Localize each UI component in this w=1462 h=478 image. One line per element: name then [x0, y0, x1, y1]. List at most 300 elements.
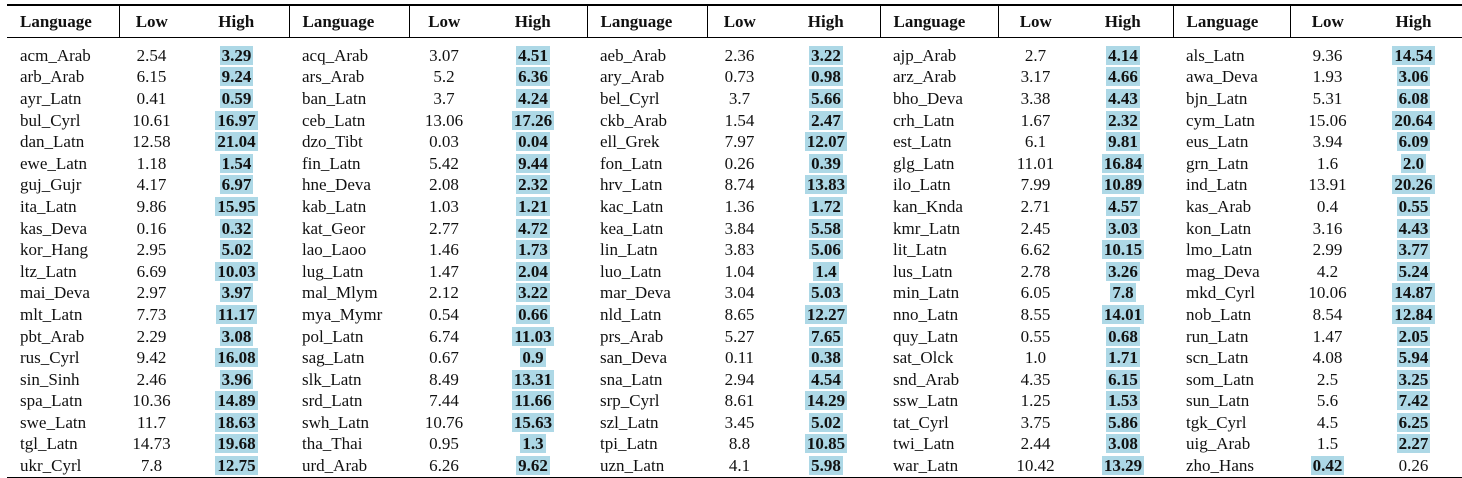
language-cell: pbt_Arab [20, 326, 85, 346]
language-cell: sun_Latn [1186, 391, 1250, 411]
high-score-cell [772, 196, 880, 218]
low-score-value: 2.99 [1312, 240, 1343, 260]
high-score-cell [1365, 38, 1462, 67]
high-score-value: 9.24 [221, 67, 252, 87]
high-score-cell [1365, 391, 1462, 413]
low-score-cell [707, 326, 772, 348]
low-score-value: 8.61 [724, 391, 755, 411]
high-score-value: 11.17 [217, 304, 256, 324]
table-row [7, 196, 1462, 218]
high-score-cell [1365, 412, 1462, 434]
high-score-cell [1365, 67, 1462, 89]
low-score-value: 4.35 [1020, 369, 1051, 389]
low-score-cell [409, 88, 479, 110]
high-score-value: 11.66 [514, 391, 552, 411]
low-score-value: 8.65 [724, 304, 755, 324]
low-score-cell [119, 67, 184, 89]
high-score-value: 5.66 [811, 88, 841, 108]
low-score-cell [409, 175, 479, 197]
high-score-cell [772, 347, 880, 369]
low-score-cell [409, 131, 479, 153]
language-cell: snd_Arab [893, 369, 960, 389]
low-score-cell [119, 175, 184, 197]
low-score-value: 6.1 [1024, 132, 1047, 152]
low-score-value: 0.4 [1316, 196, 1339, 216]
low-score-cell [998, 434, 1073, 456]
language-cell: ltz_Latn [20, 261, 77, 281]
high-score-cell [184, 391, 289, 413]
high-score-value: 14.54 [1394, 45, 1433, 65]
low-score-cell [119, 412, 184, 434]
low-score-cell [119, 196, 184, 218]
high-score-value: 3.26 [1108, 261, 1138, 281]
low-score-cell [1290, 455, 1365, 477]
low-score-value: 0.67 [429, 348, 459, 368]
high-score-cell [772, 153, 880, 175]
high-score-value: 13.29 [1103, 456, 1143, 476]
high-score-value: 4.72 [518, 218, 548, 238]
language-cell: acm_Arab [20, 45, 91, 65]
high-score-cell [1365, 110, 1462, 132]
high-score-value: 1.73 [518, 240, 548, 260]
low-score-value: 2.97 [136, 283, 167, 303]
table-row [7, 175, 1462, 197]
table-row [7, 88, 1462, 110]
low-score-cell [119, 218, 184, 240]
language-cell: srd_Latn [302, 391, 363, 411]
low-score-cell [707, 110, 772, 132]
high-score-cell [772, 369, 880, 391]
high-score-value: 3.08 [1108, 434, 1138, 454]
high-score-cell [184, 369, 289, 391]
high-score-value: 5.03 [811, 283, 841, 303]
table-row [7, 131, 1462, 153]
low-score-value: 1.6 [1316, 153, 1339, 173]
low-score-value: 2.94 [724, 369, 755, 389]
low-score-cell [1290, 261, 1365, 283]
high-score-cell [1073, 67, 1173, 89]
high-score-value: 7.65 [811, 326, 841, 346]
high-score-value: 4.51 [518, 45, 548, 65]
language-cell: ind_Latn [1186, 175, 1248, 195]
high-score-cell [1073, 110, 1173, 132]
language-cell: slk_Latn [302, 369, 362, 389]
high-score-cell [1073, 304, 1173, 326]
high-score-value: 10.89 [1103, 175, 1143, 195]
high-score-cell [1365, 261, 1462, 283]
high-score-cell [772, 304, 880, 326]
low-score-cell [1290, 88, 1365, 110]
high-score-value: 5.86 [1108, 412, 1138, 432]
high-score-cell [1365, 175, 1462, 197]
high-score-cell [1073, 131, 1173, 153]
low-score-value: 13.91 [1308, 175, 1347, 195]
high-score-cell [1073, 153, 1173, 175]
high-score-value: 4.54 [811, 369, 841, 389]
header-language: Language [20, 11, 92, 31]
high-score-value: 6.09 [1398, 132, 1429, 152]
language-cell: kas_Arab [1186, 196, 1252, 216]
low-score-cell [1290, 239, 1365, 261]
low-score-value: 8.54 [1312, 304, 1343, 324]
high-score-value: 5.94 [1398, 348, 1429, 368]
high-score-value: 9.81 [1108, 132, 1138, 152]
high-score-cell [772, 261, 880, 283]
language-cell: mal_Mlym [302, 283, 378, 303]
low-score-value: 3.94 [1312, 132, 1343, 152]
high-score-cell [1365, 283, 1462, 305]
low-score-value: 8.49 [429, 369, 459, 389]
high-score-cell [1073, 391, 1173, 413]
high-score-value: 4.43 [1398, 218, 1429, 238]
high-score-value: 12.84 [1394, 304, 1433, 324]
low-score-cell [998, 412, 1073, 434]
high-score-value: 5.06 [811, 240, 841, 260]
high-score-value: 0.9 [522, 348, 544, 368]
language-cell: kon_Latn [1186, 218, 1252, 238]
low-score-value: 0.95 [429, 434, 459, 454]
language-cell: acq_Arab [302, 45, 369, 65]
high-score-cell [184, 218, 289, 240]
low-score-cell [119, 455, 184, 477]
language-cell: glg_Latn [893, 153, 955, 173]
low-score-cell [409, 455, 479, 477]
high-score-cell [184, 412, 289, 434]
high-score-cell [1365, 347, 1462, 369]
low-score-cell [998, 110, 1073, 132]
high-score-value: 15.63 [513, 412, 553, 432]
high-score-value: 3.97 [221, 283, 252, 303]
language-cell: kan_Knda [893, 196, 963, 216]
high-score-cell [772, 326, 880, 348]
low-score-value: 0.26 [724, 153, 755, 173]
high-score-value: 6.25 [1398, 412, 1429, 432]
high-score-cell [479, 38, 587, 67]
low-score-value: 5.2 [433, 67, 455, 87]
high-score-cell [479, 196, 587, 218]
header-low: Low [409, 5, 479, 38]
high-score-cell [772, 88, 880, 110]
low-score-cell [707, 391, 772, 413]
language-cell: ita_Latn [20, 196, 77, 216]
low-score-cell [1290, 110, 1365, 132]
low-score-value: 3.04 [724, 283, 755, 303]
low-score-value: 4.1 [728, 456, 751, 476]
language-cell: kac_Latn [600, 196, 664, 216]
low-score-cell [1290, 175, 1365, 197]
language-cell: uzn_Latn [600, 456, 665, 476]
high-score-value: 7.42 [1398, 391, 1429, 411]
language-cell: bjn_Latn [1186, 88, 1248, 108]
high-score-value: 9.44 [518, 153, 548, 173]
low-score-cell [409, 67, 479, 89]
table-row [7, 347, 1462, 369]
header-low: Low [119, 5, 184, 38]
low-score-value: 5.6 [1316, 391, 1339, 411]
language-cell: tpi_Latn [600, 434, 658, 454]
low-score-cell [998, 88, 1073, 110]
low-score-value: 6.15 [136, 67, 167, 87]
high-score-cell [1365, 88, 1462, 110]
low-score-cell [707, 283, 772, 305]
high-score-value: 0.66 [518, 304, 548, 324]
high-score-value: 6.15 [1108, 369, 1138, 389]
header-language: Language [587, 5, 707, 38]
language-cell: san_Deva [600, 348, 668, 368]
high-score-cell [772, 67, 880, 89]
high-score-value: 0.26 [1398, 456, 1429, 476]
low-score-cell [998, 283, 1073, 305]
low-score-value: 2.7 [1024, 45, 1047, 65]
low-score-value: 15.06 [1308, 110, 1347, 130]
low-score-cell [998, 196, 1073, 218]
low-score-cell [119, 153, 184, 175]
high-score-value: 0.04 [518, 132, 548, 152]
low-score-value: 3.83 [724, 240, 755, 260]
language-cell: dan_Latn [20, 132, 85, 152]
high-score-value: 0.59 [221, 88, 252, 108]
low-score-value: 8.74 [724, 175, 755, 195]
results-table [7, 4, 1462, 478]
language-cell: kas_Deva [20, 218, 88, 238]
low-score-value: 1.46 [429, 240, 459, 260]
high-score-cell [772, 412, 880, 434]
header-high: High [1104, 11, 1141, 31]
high-score-value: 3.25 [1398, 369, 1429, 389]
low-score-value: 0.54 [429, 304, 459, 324]
low-score-value: 0.03 [429, 132, 459, 152]
low-score-cell [409, 304, 479, 326]
low-score-value: 0.42 [1312, 456, 1343, 476]
low-score-value: 4.5 [1316, 412, 1339, 432]
high-score-value: 1.53 [1108, 391, 1138, 411]
high-score-cell [184, 175, 289, 197]
high-score-value: 15.95 [217, 196, 256, 216]
language-cell: mlt_Latn [20, 304, 83, 324]
high-score-value: 4.24 [518, 88, 548, 108]
low-score-cell [409, 283, 479, 305]
high-score-value: 4.43 [1108, 88, 1138, 108]
low-score-value: 3.07 [429, 45, 459, 65]
low-score-value: 6.05 [1020, 283, 1051, 303]
language-cell: mkd_Cyrl [1186, 283, 1255, 303]
high-score-value: 6.97 [221, 175, 252, 195]
low-score-value: 13.06 [424, 110, 464, 130]
high-score-cell [184, 153, 289, 175]
high-score-cell [1073, 412, 1173, 434]
high-score-cell [184, 110, 289, 132]
language-cell: luo_Latn [600, 261, 662, 281]
low-score-value: 2.71 [1020, 196, 1051, 216]
high-score-cell [184, 304, 289, 326]
language-cell: rus_Cyrl [20, 348, 80, 368]
high-score-cell [184, 67, 289, 89]
low-score-value: 3.75 [1020, 412, 1051, 432]
low-score-cell [707, 131, 772, 153]
language-cell: run_Latn [1186, 326, 1249, 346]
low-score-value: 4.08 [1312, 348, 1343, 368]
high-score-value: 0.39 [811, 153, 841, 173]
high-score-cell [184, 196, 289, 218]
high-score-value: 0.55 [1398, 196, 1429, 216]
header-high: High [807, 11, 844, 31]
table-row [7, 153, 1462, 175]
high-score-value: 21.04 [217, 132, 256, 152]
high-score-value: 2.04 [518, 261, 548, 281]
high-score-value: 5.02 [221, 240, 252, 260]
language-cell: kea_Latn [600, 218, 664, 238]
high-score-cell [1365, 239, 1462, 261]
high-score-value: 2.32 [1108, 110, 1138, 130]
low-score-value: 7.99 [1020, 175, 1051, 195]
high-score-value: 10.03 [217, 261, 256, 281]
table-row [7, 304, 1462, 326]
language-cell: crh_Latn [893, 110, 955, 130]
table-row [7, 67, 1462, 89]
language-cell: ckb_Arab [600, 110, 668, 130]
high-score-value: 6.08 [1398, 88, 1429, 108]
high-score-cell [479, 153, 587, 175]
low-score-value: 3.7 [433, 88, 455, 108]
low-score-value: 1.03 [429, 196, 459, 216]
high-score-cell [479, 283, 587, 305]
language-cell: min_Latn [893, 283, 960, 303]
high-score-value: 14.29 [806, 391, 846, 411]
low-score-value: 5.27 [724, 326, 755, 346]
language-cell: uig_Arab [1186, 434, 1251, 454]
high-score-cell [184, 347, 289, 369]
high-score-cell [1073, 283, 1173, 305]
language-cell: war_Latn [893, 456, 959, 476]
language-cell: kat_Geor [302, 218, 366, 238]
high-score-cell [479, 88, 587, 110]
low-score-cell [409, 239, 479, 261]
low-score-cell [119, 434, 184, 456]
low-score-cell [119, 261, 184, 283]
low-score-cell [998, 175, 1073, 197]
high-score-value: 2.32 [518, 175, 548, 195]
language-cell: mar_Deva [600, 283, 671, 303]
low-score-value: 2.54 [136, 45, 167, 65]
high-score-cell [1073, 434, 1173, 456]
language-cell: zho_Hans [1186, 456, 1254, 476]
table-row [7, 261, 1462, 283]
language-cell: mai_Deva [20, 283, 90, 303]
low-score-value: 10.42 [1016, 456, 1055, 476]
high-score-value: 5.58 [811, 218, 841, 238]
high-score-cell [184, 326, 289, 348]
high-score-cell [772, 455, 880, 477]
language-cell: tgk_Cyrl [1186, 412, 1247, 432]
low-score-cell [707, 261, 772, 283]
high-score-value: 20.64 [1394, 110, 1433, 130]
low-score-value: 6.62 [1020, 240, 1051, 260]
high-score-value: 16.08 [217, 348, 256, 368]
high-score-cell [479, 67, 587, 89]
high-score-cell [184, 38, 289, 67]
low-score-value: 11.01 [1016, 153, 1055, 173]
high-score-cell [1073, 175, 1173, 197]
high-score-value: 2.47 [811, 110, 841, 130]
low-score-cell [409, 218, 479, 240]
low-score-cell [409, 347, 479, 369]
language-cell: spa_Latn [20, 391, 83, 411]
low-score-value: 1.04 [724, 261, 755, 281]
low-score-cell [1290, 347, 1365, 369]
high-score-cell [184, 283, 289, 305]
high-score-value: 10.15 [1103, 240, 1143, 260]
language-cell: mag_Deva [1186, 261, 1260, 281]
low-score-value: 7.97 [724, 132, 755, 152]
table-row [7, 38, 1462, 67]
low-score-cell [707, 88, 772, 110]
language-cell: cym_Latn [1186, 110, 1255, 130]
high-score-value: 4.66 [1108, 67, 1138, 87]
low-score-value: 8.55 [1020, 304, 1051, 324]
table-row [7, 412, 1462, 434]
table-row [7, 283, 1462, 305]
language-cell: swe_Latn [20, 412, 87, 432]
high-score-value: 13.83 [806, 175, 846, 195]
language-cell: sin_Sinh [20, 369, 80, 389]
language-cell: fin_Latn [302, 153, 361, 173]
low-score-cell [409, 412, 479, 434]
high-score-cell [1365, 304, 1462, 326]
high-score-cell [772, 239, 880, 261]
high-score-cell [1365, 153, 1462, 175]
low-score-cell [707, 347, 772, 369]
high-score-cell [184, 261, 289, 283]
low-score-cell [409, 196, 479, 218]
low-score-value: 1.47 [1312, 326, 1343, 346]
language-cell: awa_Deva [1186, 67, 1258, 87]
high-score-value: 2.0 [1402, 153, 1425, 173]
language-cell: prs_Arab [600, 326, 664, 346]
low-score-cell [707, 304, 772, 326]
low-score-value: 1.47 [429, 261, 459, 281]
high-score-cell [1073, 369, 1173, 391]
language-cell: aeb_Arab [600, 45, 667, 65]
header-language: Language [880, 5, 998, 38]
high-score-cell [1365, 131, 1462, 153]
low-score-cell [998, 391, 1073, 413]
language-cell: sat_Olck [893, 348, 954, 368]
high-score-value: 18.63 [217, 412, 256, 432]
high-score-value: 1.54 [221, 153, 252, 173]
low-score-cell [409, 261, 479, 283]
low-score-cell [1290, 67, 1365, 89]
table-row [7, 434, 1462, 456]
language-cell: nob_Latn [1186, 304, 1252, 324]
high-score-value: 3.96 [221, 369, 252, 389]
table-row [7, 455, 1462, 477]
high-score-cell [479, 455, 587, 477]
language-cell: lus_Latn [893, 261, 953, 281]
high-score-cell [1073, 239, 1173, 261]
low-score-value: 10.06 [1308, 283, 1347, 303]
high-score-value: 3.03 [1108, 218, 1138, 238]
low-score-cell [119, 369, 184, 391]
low-score-cell [998, 131, 1073, 153]
language-cell: srp_Cyrl [600, 391, 660, 411]
high-score-value: 12.27 [806, 304, 846, 324]
low-score-value: 10.76 [424, 412, 464, 432]
table-row [7, 218, 1462, 240]
low-score-value: 2.44 [1020, 434, 1051, 454]
language-cell: ary_Arab [600, 67, 665, 87]
low-score-value: 4.2 [1316, 261, 1339, 281]
high-score-cell [479, 434, 587, 456]
